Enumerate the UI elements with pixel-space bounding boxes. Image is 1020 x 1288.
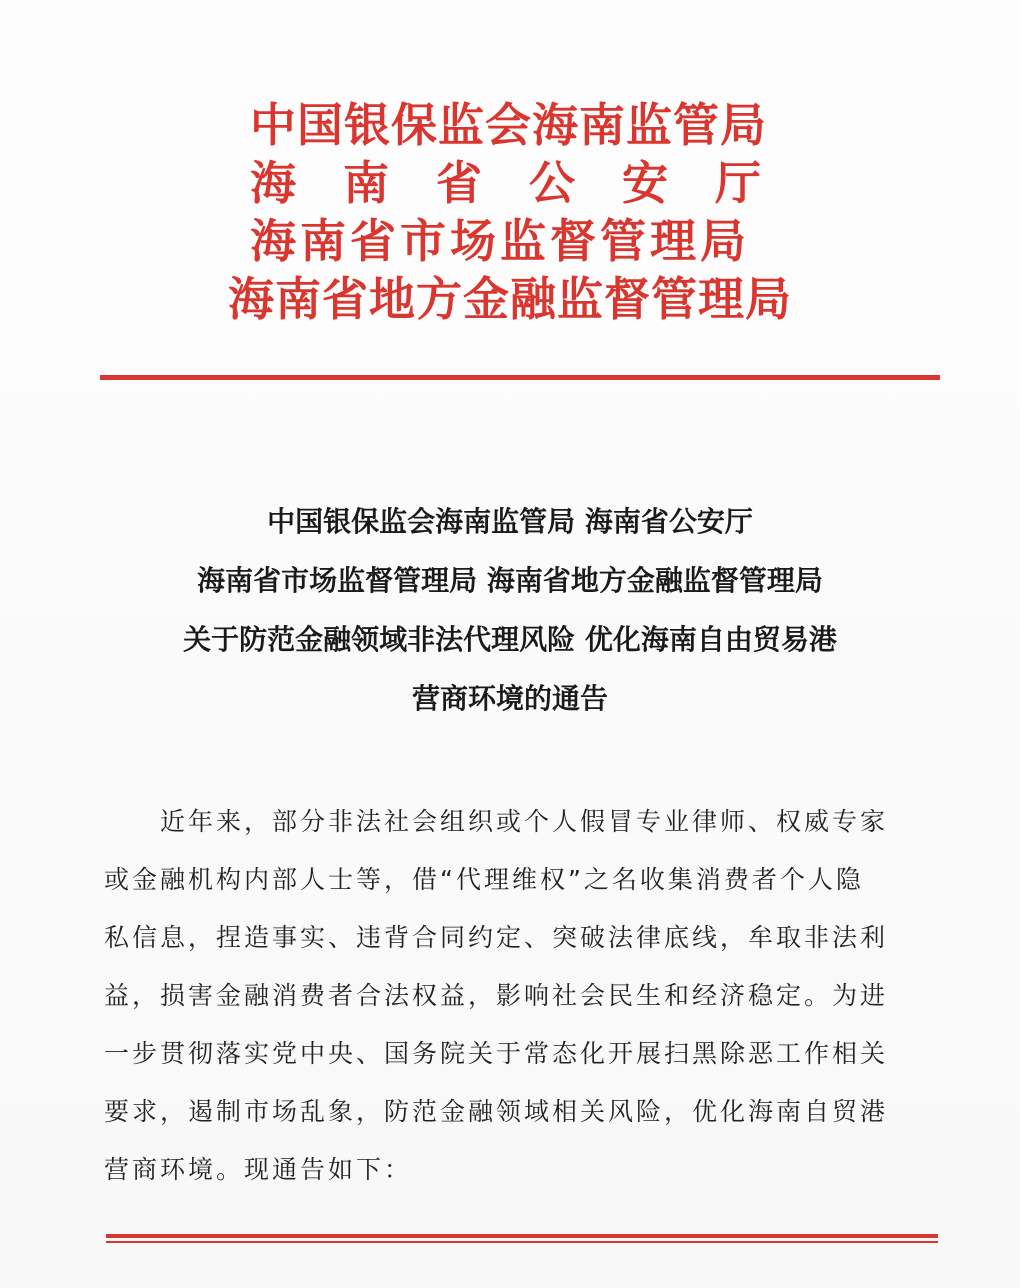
title-line: 海南省市场监督管理局 海南省地方金融监督管理局 (197, 564, 823, 597)
footer-rule-thick (106, 1234, 938, 1238)
notice-body (104, 793, 940, 1199)
body-line: 一步贯彻落实党中央、国务院关于常态化开展扫黑除恶工作相关 (104, 1039, 889, 1068)
body-line: 近年来，部分非法社会组织或个人假冒专业律师、权威专家 (160, 807, 889, 836)
letterhead-issuers (0, 96, 1020, 328)
title-line: 关于防范金融领域非法代理风险 优化海南自由贸易港 (183, 623, 837, 656)
issuer-line: 中国银保监会海南监管局 (250, 98, 767, 152)
notice-title (0, 492, 1020, 728)
body-line: 要求，遏制市场乱象，防范金融领域相关风险，优化海南自贸港 (104, 1097, 889, 1126)
body-line: 或金融机构内部人士等，借“代理维权”之名收集消费者个人隐 (104, 865, 864, 894)
body-line: 营商环境。现通告如下： (104, 1155, 413, 1184)
footer-divider (106, 1234, 938, 1243)
issuer-line: 海南省地方金融监督管理局 (228, 272, 792, 326)
title-line: 中国银保监会海南监管局 海南省公安厅 (267, 505, 753, 538)
title-line: 营商环境的通告 (411, 682, 608, 715)
issuer-line: 海南省市场监督管理局 (250, 214, 750, 268)
body-line: 益，损害金融消费者合法权益，影响社会民生和经济稳定。为进 (104, 981, 889, 1010)
body-line: 私信息，捏造事实、违背合同约定、突破法律底线，牟取非法利 (104, 923, 889, 952)
footer-rule-thin (106, 1241, 938, 1243)
issuer-line: 海南省公安厅 (250, 156, 808, 210)
letterhead-divider (100, 375, 940, 380)
